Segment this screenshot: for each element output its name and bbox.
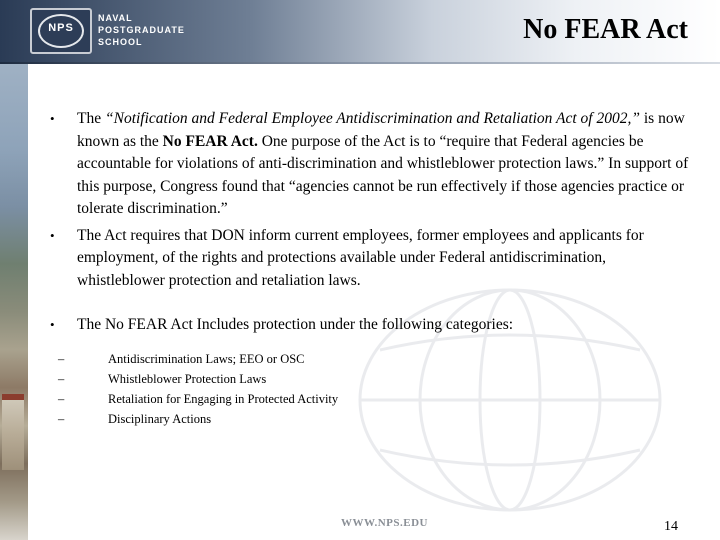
- nps-seal-logo: [30, 8, 92, 54]
- category-label: Whistleblower Protection Laws: [108, 371, 267, 386]
- bullet-marker: •: [50, 227, 55, 243]
- bullet-2-text: The Act requires that DON inform current employees, former employees and applicants for employment, of the rights and protections available under Federal antidiscrimination, whistleblower protection and retaliation laws.: [77, 226, 644, 289]
- category-item: [58, 349, 690, 369]
- header-divider: [0, 62, 720, 64]
- bullet-1-lead: The: [77, 110, 105, 127]
- bullet-item: [50, 314, 690, 337]
- slide-title: No FEAR Act: [523, 14, 688, 45]
- campus-photo-strip: [0, 64, 28, 540]
- act-full-name: “Notification and Federal Employee Antidiscrimination and Retaliation Act of 2002,”: [104, 110, 640, 127]
- bullet-1-mid: is now known as the: [77, 110, 685, 150]
- bullet-marker: •: [50, 317, 55, 332]
- dash-marker: –: [58, 371, 65, 386]
- building-image: [2, 394, 24, 470]
- category-label: Retaliation for Engaging in Protected Activity: [108, 391, 339, 406]
- category-list: [58, 349, 690, 429]
- wordmark-line-2: POSTGRADUATE: [98, 25, 185, 35]
- dash-marker: –: [58, 351, 65, 366]
- wordmark-line-3: SCHOOL: [98, 37, 143, 47]
- page-number: 14: [664, 519, 678, 534]
- category-item: [58, 409, 690, 429]
- category-label: Disciplinary Actions: [108, 411, 212, 426]
- wordmark-line-1: NAVAL: [98, 13, 133, 23]
- school-wordmark: [98, 12, 185, 48]
- category-item: [58, 369, 690, 389]
- bullet-3-text: The No FEAR Act Includes protection under the following categories:: [77, 316, 514, 333]
- bullet-item: [50, 108, 690, 221]
- act-short-name: No FEAR Act.: [162, 132, 258, 150]
- dash-marker: –: [58, 411, 65, 426]
- footer-url: WWW.NPS.EDU: [341, 517, 428, 529]
- bullet-1-rest: One purpose of the Act is to “require that Federal agencies be accountable for violations of anti-discrimination and whistleblower protection laws.” In support of this purpose, Congress found that “agencies cannot be run effectively if those agencies practice or tolerate discrimination.”: [77, 132, 689, 217]
- category-item: [58, 389, 690, 409]
- bullet-item: [50, 225, 690, 293]
- seal-text: NPS: [48, 22, 74, 34]
- category-label: Antidiscrimination Laws; EEO or OSC: [108, 351, 305, 366]
- bullet-marker: •: [50, 111, 55, 126]
- slide-body: [50, 108, 690, 429]
- dash-marker: –: [58, 391, 65, 406]
